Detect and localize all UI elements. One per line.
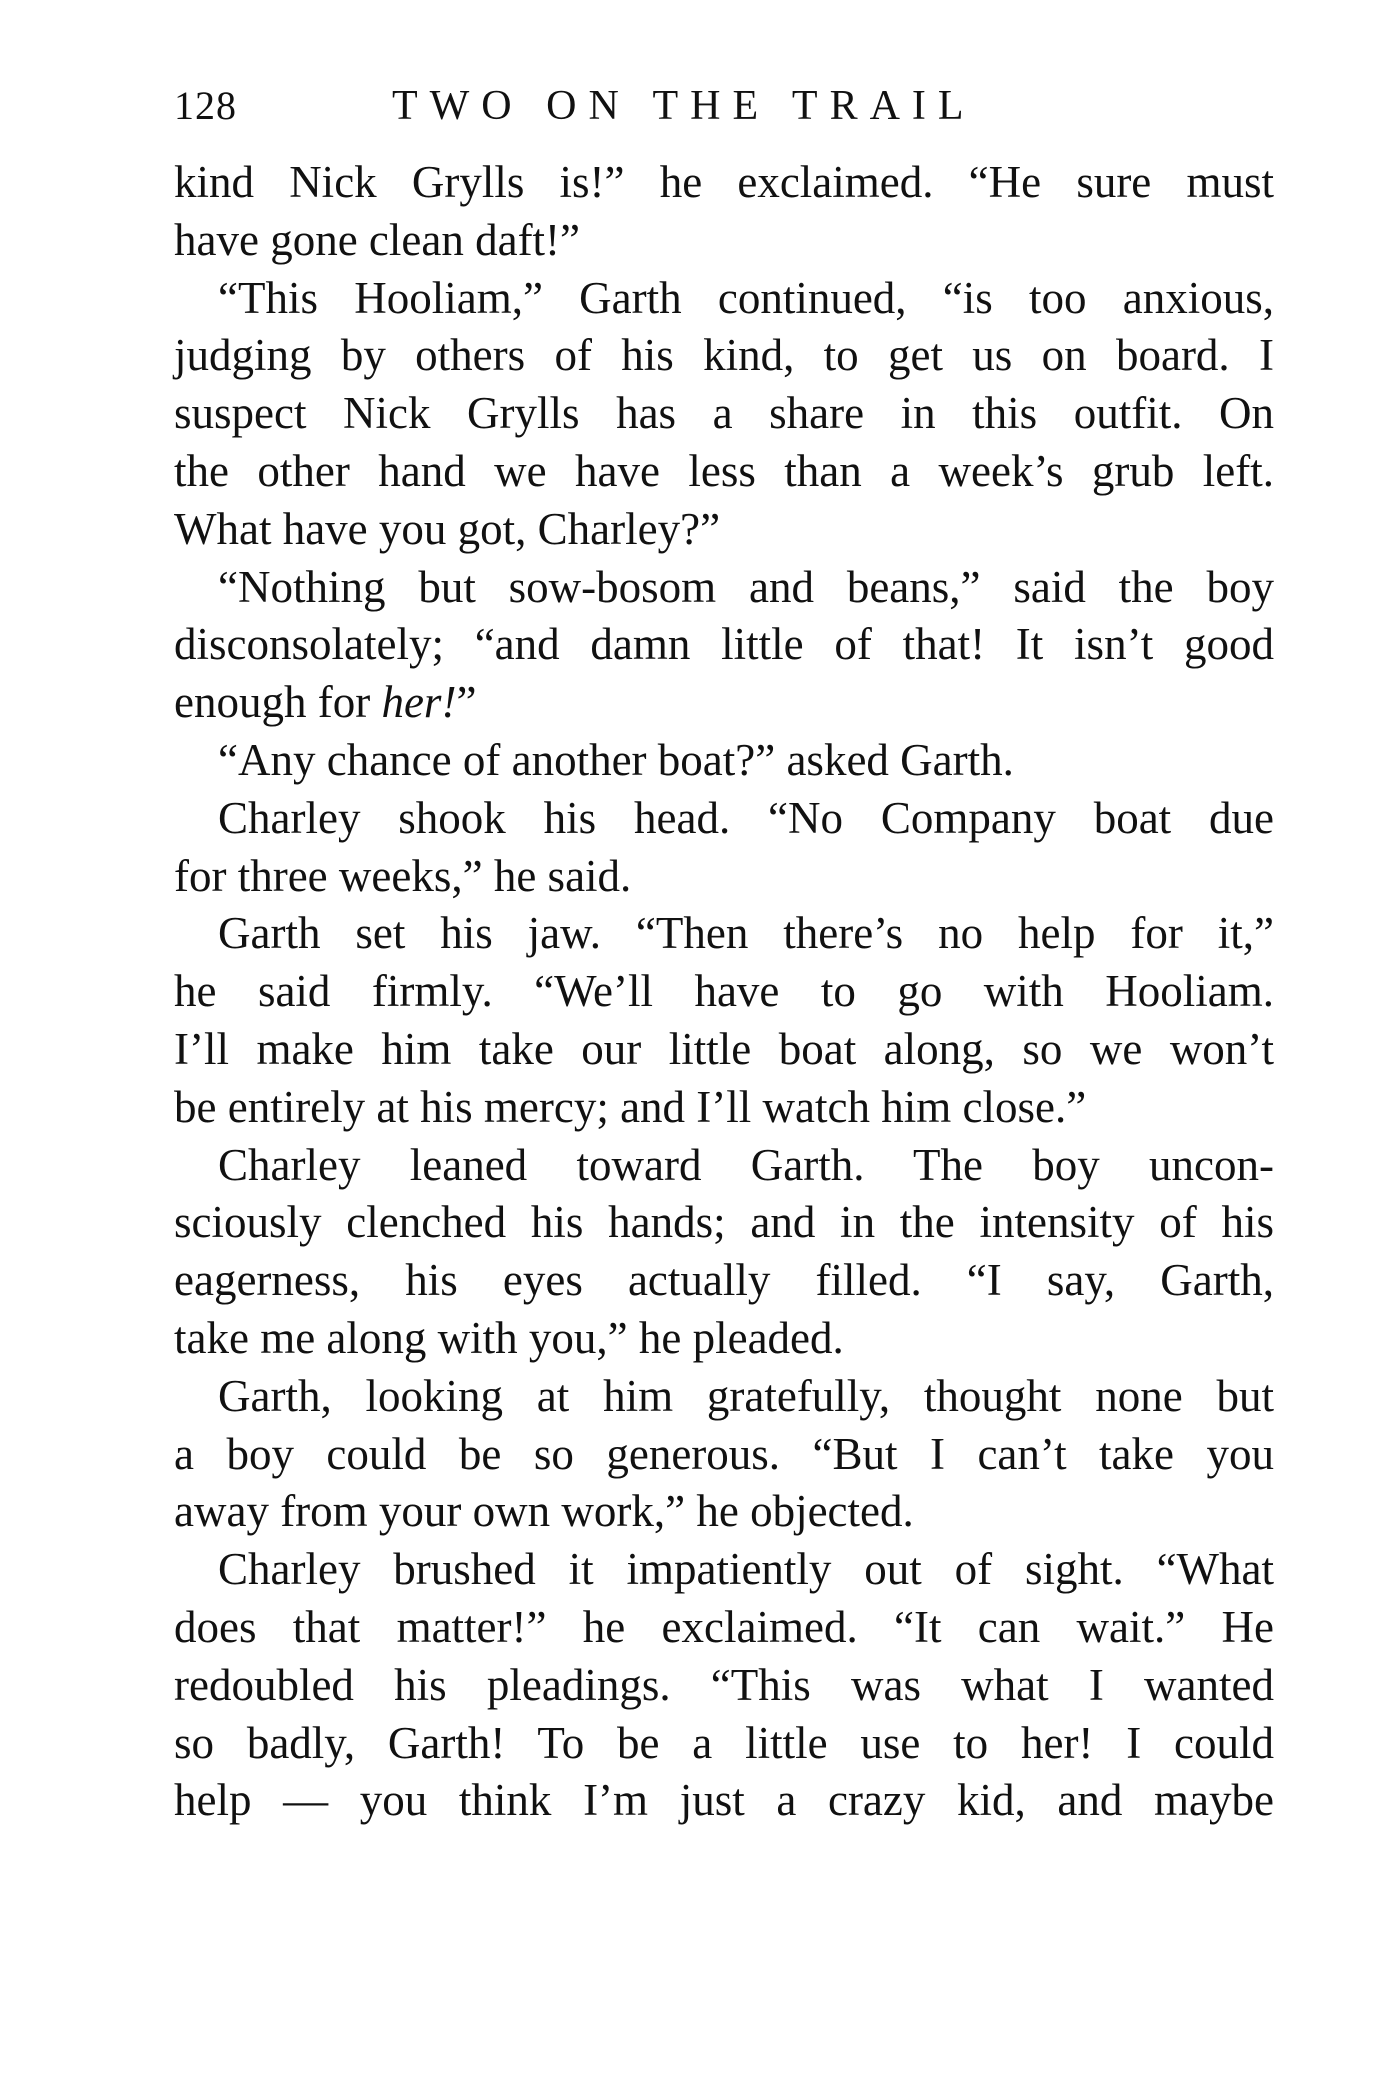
text-line: Charley shook his head. “No Company boat due [218,792,1274,843]
text-line: a boy could be so generous. “But I can’t take you [174,1428,1274,1479]
text-line: “This Hooliam,” Garth continued, “is too anxious, [218,272,1274,323]
text-line: eagerness, his eyes actually filled. “I say, Garth, [174,1255,1274,1306]
italic-emphasis: her! [381,677,457,728]
text-line: for three weeks,” he said. [174,850,632,901]
text-line: kind Nick Grylls is!” he exclaimed. “He sure must [174,157,1274,207]
text-line: have gone clean daft!” [174,214,581,265]
page-header [174,78,1284,138]
text-line: “Any chance of another boat?” asked Garth. [218,734,1014,785]
text-line: Garth, looking at him gratefully, thought none but [218,1370,1274,1421]
text-line: the other hand we have less than a week’s grub left. [174,445,1274,496]
text-line: What have you got, Charley?” [174,503,721,554]
text-line: does that matter!” he exclaimed. “It can wait.” He [174,1601,1274,1652]
text-line: redoubled his pleadings. “This was what I wanted [174,1659,1274,1710]
text-line: sciously clenched his hands; and in the intensity of his [174,1197,1274,1248]
text-line: be entirely at his mercy; and I’ll watch him close.” [174,1081,1087,1132]
text-line: away from your own work,” he objected. [174,1486,914,1537]
text-line: suspect Nick Grylls has a share in this outfit. On [174,388,1274,439]
text-line: judging by others of his kind, to get us on board. I [174,330,1274,381]
closing-quote: ” [456,677,477,728]
page-number: 128 [174,83,237,128]
text-line [174,674,1274,732]
text-line: so badly, Garth! To be a little use to her! I could [174,1717,1274,1768]
text-line: I’ll make him take our little boat along, so we won’t [174,1023,1274,1074]
text-line: take me along with you,” he pleaded. [174,1312,844,1363]
text-line-start: enough for [174,677,382,728]
text-line: he said firmly. “We’ll have to go with Hooliam. [174,966,1274,1017]
body-text [174,154,1274,1830]
text-line: Garth set his jaw. “Then there’s no help for it,” [218,908,1274,959]
text-line: Charley brushed it impatiently out of sight. “What [218,1544,1274,1595]
text-line: help — you think I’m just a crazy kid, and maybe [174,1775,1274,1826]
text-line: “Nothing but sow-bosom and beans,” said the boy [218,561,1274,612]
text-line: Charley leaned toward Garth. The boy uncon- [218,1139,1274,1190]
text-line: disconsolately; “and damn little of that! It isn’t good [174,619,1274,670]
running-title: TWO ON THE TRAIL [392,83,976,129]
